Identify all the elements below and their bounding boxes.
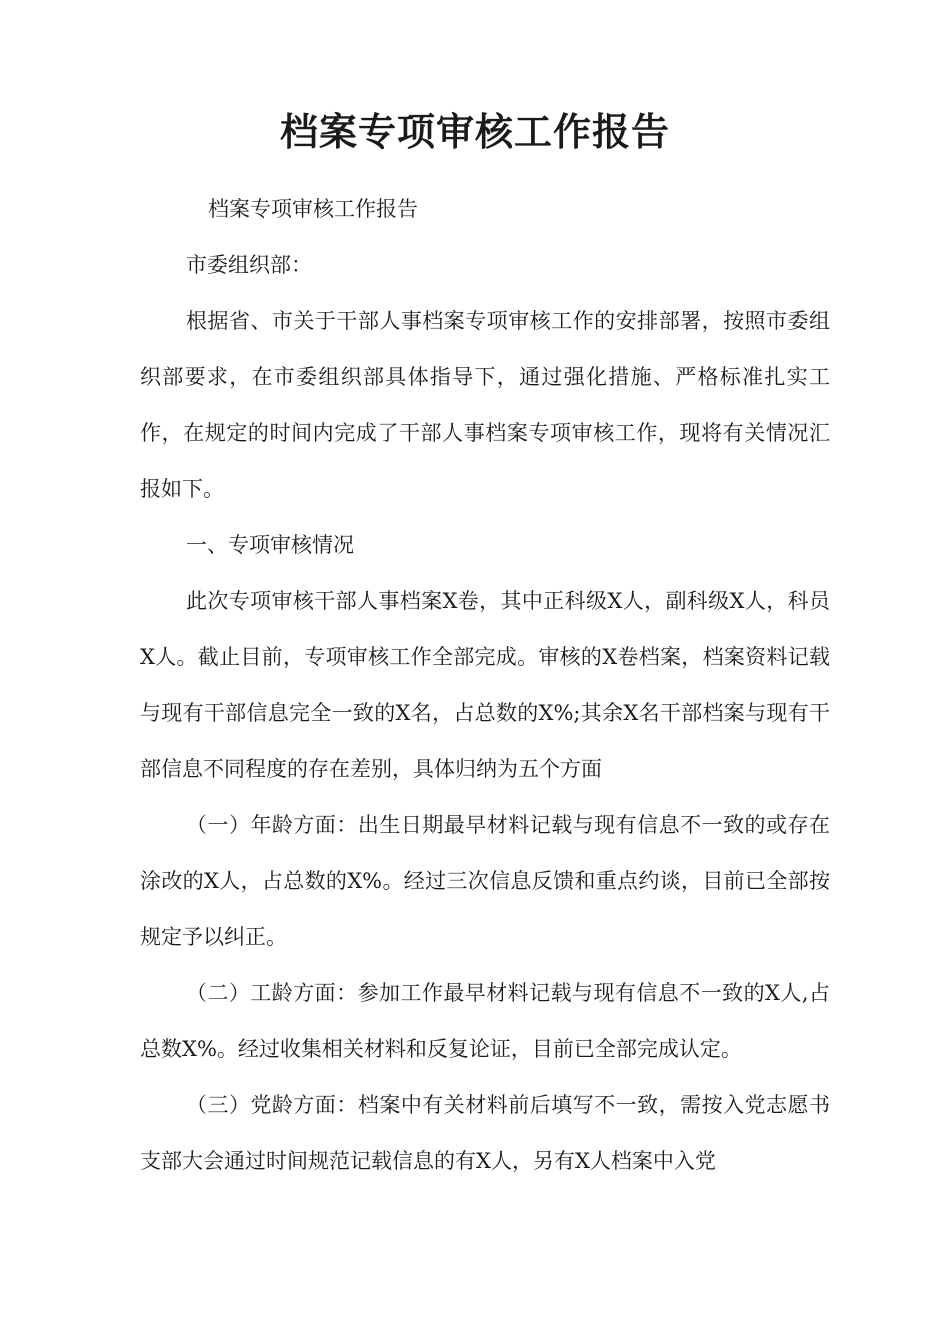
salutation-paragraph: 市委组织部： [186,253,312,277]
section-heading-1: 一、专项审核情况 [186,533,354,557]
document-body [140,181,830,1189]
document-title: 档案专项审核工作报告 [279,110,670,154]
summary-paragraph: 此次专项审核干部人事档案X卷，其中正科级X人，副科级X人，科员X人。截止目前，专项审核工作全部完成。审核的X卷档案，档案资料记载与现有干部信息完全一致的X名，占总数的X%;其余X名干部档案与现有干部信息不同程度的存在差别，具体归纳为五个方面 [140,589,830,781]
subtitle-paragraph: 档案专项审核工作报告 [208,197,418,221]
intro-paragraph: 根据省、市关于干部人事档案专项审核工作的安排部署，按照市委组织部要求，在市委组织部具体指导下，通过强化措施、严格标准扎实工作，在规定的时间内完成了干部人事档案专项审核工作，现将有关情况汇报如下。 [140,309,830,501]
item-party-years-paragraph: （三）党龄方面：档案中有关材料前后填写不一致，需按入党志愿书支部大会通过时间规范记载信息的有X人，另有X人档案中入党 [140,1093,830,1173]
item-work-years-paragraph: （二）工龄方面：参加工作最早材料记载与现有信息不一致的X人,占总数X%。经过收集相关材料和反复论证，目前已全部完成认定。 [140,981,830,1061]
item-age-paragraph: （一）年龄方面：出生日期最早材料记载与现有信息不一致的或存在涂改的X人，占总数的X%。经过三次信息反馈和重点约谈，目前已全部按规定予以纠正。 [140,813,830,949]
